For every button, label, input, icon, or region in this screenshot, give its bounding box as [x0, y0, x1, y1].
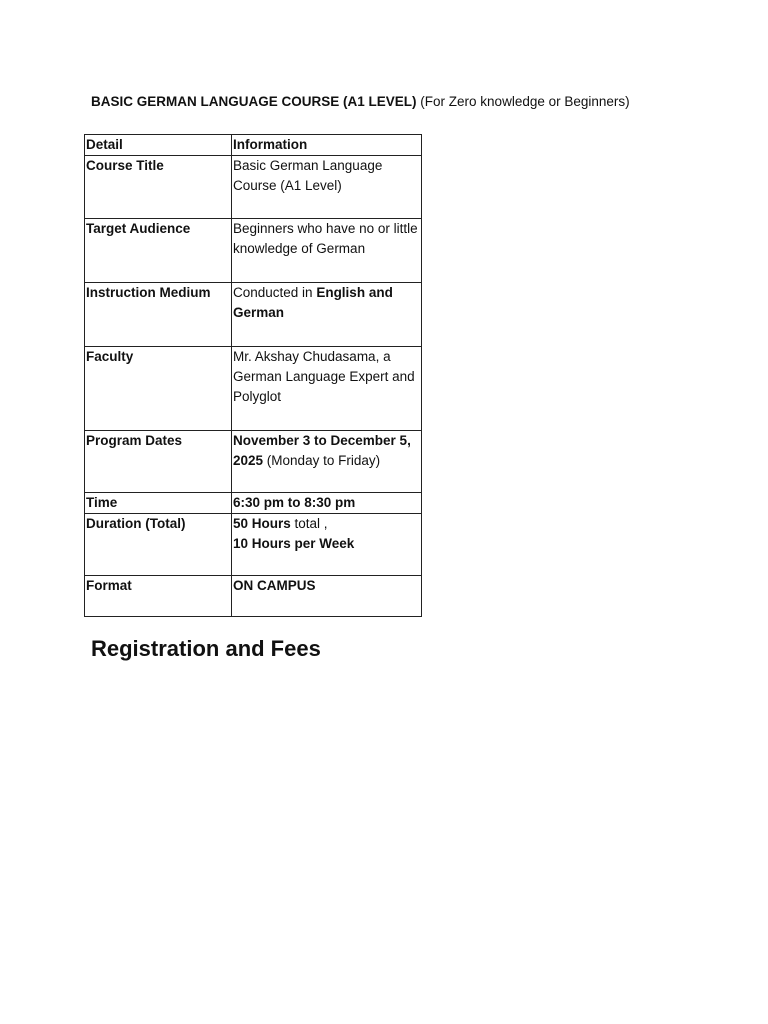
duration-weekly-hours: 10 Hours per Week — [233, 536, 355, 551]
row-value-duration — [232, 514, 422, 576]
row-value-target-audience: Beginners who have no or little knowledge of German — [232, 219, 422, 283]
table-header-row — [85, 135, 422, 156]
row-value-program-dates — [232, 431, 422, 493]
program-dates-days: (Monday to Friday) — [263, 453, 381, 468]
registration-fees-heading: Registration and Fees — [91, 636, 321, 661]
row-label-time: Time — [85, 493, 232, 514]
duration-total-hours: 50 Hours — [233, 516, 291, 531]
table-row — [85, 514, 422, 576]
instruction-medium-languages: English and German — [233, 285, 393, 320]
header-information: Information — [232, 135, 422, 156]
row-label-faculty: Faculty — [85, 347, 232, 431]
course-details-table — [84, 134, 422, 617]
table-row — [85, 156, 422, 219]
row-label-format: Format — [85, 576, 232, 617]
duration-total-suffix: total , — [290, 516, 328, 531]
course-title-heading: BASIC GERMAN LANGUAGE COURSE (A1 LEVEL) — [91, 94, 417, 109]
table-row — [85, 576, 422, 617]
instruction-medium-pre: Conducted in — [233, 285, 317, 300]
table-row — [85, 219, 422, 283]
row-label-program-dates: Program Dates — [85, 431, 232, 493]
row-label-course-title: Course Title — [85, 156, 232, 219]
page-title — [91, 92, 630, 112]
course-subtitle: (For Zero knowledge or Beginners) — [420, 94, 630, 109]
row-label-target-audience: Target Audience — [85, 219, 232, 283]
row-value-instruction-medium — [232, 283, 422, 347]
table-row — [85, 431, 422, 493]
row-label-instruction-medium: Instruction Medium — [85, 283, 232, 347]
row-value-time: 6:30 pm to 8:30 pm — [232, 493, 422, 514]
row-value-faculty: Mr. Akshay Chudasama, a German Language Expert and Polyglot — [232, 347, 422, 431]
row-value-course-title: Basic German Language Course (A1 Level) — [232, 156, 422, 219]
table-row — [85, 283, 422, 347]
program-dates-range: November 3 to December 5, 2025 — [233, 433, 411, 468]
header-detail: Detail — [85, 135, 232, 156]
row-label-duration: Duration (Total) — [85, 514, 232, 576]
table-row — [85, 493, 422, 514]
table-row — [85, 347, 422, 431]
row-value-format: ON CAMPUS — [232, 576, 422, 617]
